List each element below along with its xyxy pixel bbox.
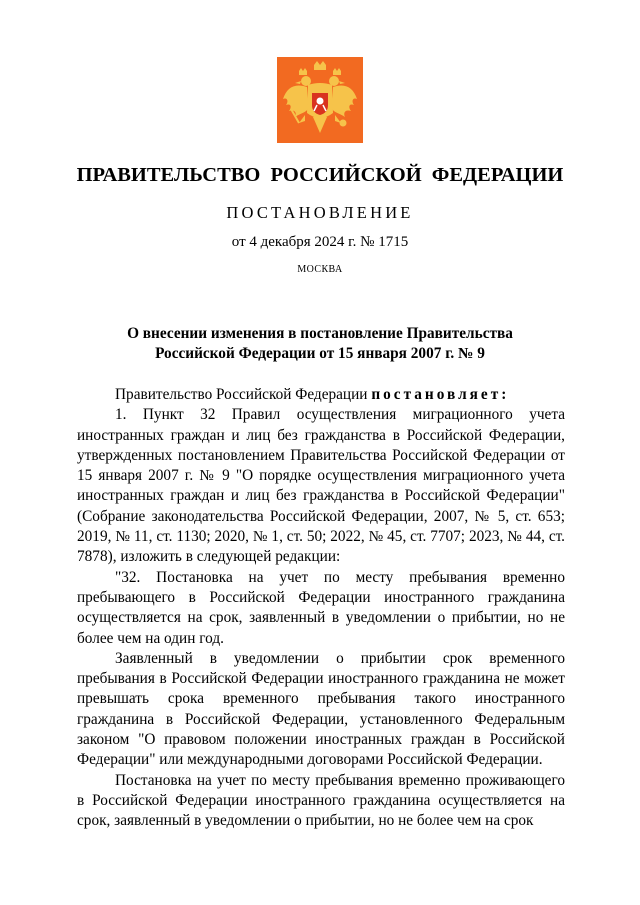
heading-line-1: О внесении изменения в постановление Правительства: [127, 325, 513, 342]
paragraph-2: "32. Постановка на учет по месту пребывания временно пребывающего в Российской Федерации иностранного гражданина осуществляется на срок, заявленный в уведомлении о прибытии, но не более чем на один год.: [77, 568, 565, 647]
intro-paragraph: [77, 385, 565, 405]
document-heading: [0, 324, 640, 364]
paragraph-4: Постановка на учет по месту пребывания временно проживающего в Российской Федерации иностранного гражданина осуществляется на срок, заявленный в уведомлении о прибытии, но не более чем на срок: [77, 771, 565, 830]
document-body: [77, 385, 565, 832]
document-date-number: от 4 декабря 2024 г. № 1715: [231, 234, 409, 250]
coat-of-arms-icon: [277, 57, 363, 143]
document-type: ПОСТАНОВЛЕНИЕ: [226, 203, 414, 222]
paragraph-3: Заявленный в уведомлении о прибытии срок временного пребывания в Российской Федерации иностранного гражданина не может превышать срока временного пребывания такого иностранного гражданина в Российской Федерации, установленного Федеральным законом "О правовом положении иностранных граждан в Российской Федерации" или международными договорами Российской Федерации.: [77, 649, 565, 769]
government-title: ПРАВИТЕЛЬСТВО РОССИЙСКОЙ ФЕДЕРАЦИИ: [76, 164, 564, 186]
intro-text: Правительство Российской Федерации: [115, 386, 372, 403]
document-city: МОСКВА: [297, 264, 343, 275]
resolves-word: постановляет:: [371, 386, 510, 403]
paragraph-1: 1. Пункт 32 Правил осуществления миграционного учета иностранных граждан и лиц без гражданства в Российской Федерации, утвержденных постановлением Правительства Российской Федерации от 15 января 2007 г. № 9 "О порядке осуществления миграционного учета иностранных граждан и лиц без гражданства в Российской Федерации" (Собрание законодательства Российской Федерации, 2007, № 5, ст. 653; 2019, № 11, ст. 1130; 2020, № 1, ст. 50; 2022, № 45, ст. 7707; 2023, № 44, ст. 7878), изложить в следующей редакции:: [77, 406, 565, 566]
heading-line-2: Российской Федерации от 15 января 2007 г. № 9: [155, 345, 485, 362]
